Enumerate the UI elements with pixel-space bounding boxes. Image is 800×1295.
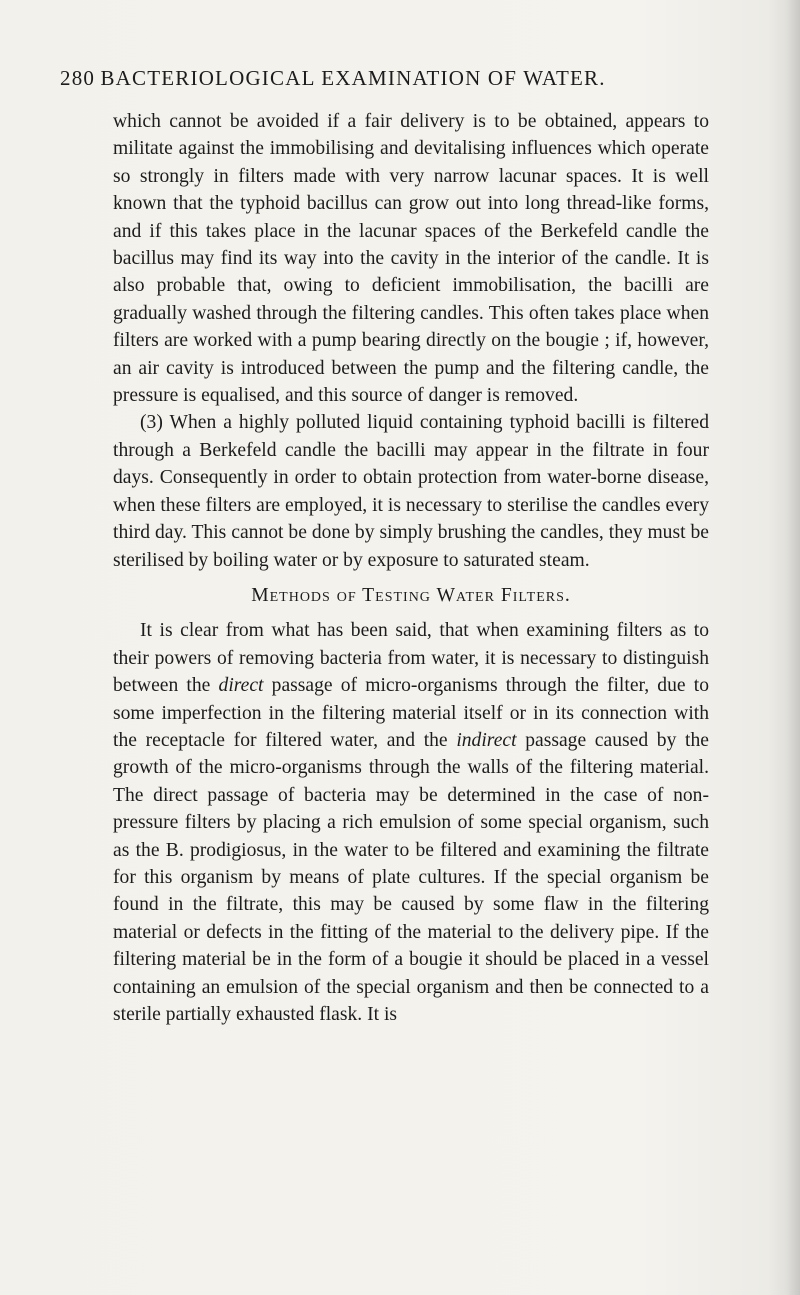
paragraph-point-3: (3) When a highly polluted liquid containing typhoid bacilli is filtered through a Berkefeld candle the bacilli may appear in the filtrate in four days. Consequently in order to obtain protection from water-borne disease, when these filters are employed, it is necessary to sterilise the candles every third day. This cannot be done by simply brushing the candles, they must be sterilised by boiling water or by exposure to saturated steam. [113, 412, 709, 571]
page-number: 280 [60, 66, 96, 90]
text-run: passage caused by the growth of the micro-organisms through the walls of the filtering material. The direct passage of bacteria may be determined in the case of non-pressure filters by placing a rich emulsion of some special organism, such as the B. prodigiosus, in the water to be filtered and examining the filtrate for this organism by means of plate cultures. If the special organism be found in the filtrate, this may be caused by some flaw in the filtering material or defects in the fitting of the material to the delivery pipe. If the filtering material be in the form of a bougie it should be placed in a vessel containing an emulsion of the special organism and then be connected to a sterile partially exhausted flask. It is [113, 729, 709, 1025]
text-run: passage of micro-organisms through the filter, due to some imperfection in the filtering material itself or in its connection with the receptacle for filtered water, and the [113, 675, 709, 751]
paragraph-methods [113, 617, 709, 1028]
page-body [113, 108, 709, 1028]
italic-indirect: indirect [456, 729, 517, 751]
running-header [60, 66, 760, 91]
running-title: BACTERIOLOGICAL EXAMINATION OF WATER. [100, 66, 606, 90]
text-run: It is clear from what has been said, that when examining filters as to their powers of removing bacteria from water, it is necessary to distinguish between the [113, 620, 709, 697]
italic-direct: direct [218, 675, 264, 697]
paragraph-continued: which cannot be avoided if a fair delivery is to be obtained, appears to militate against the immobilising and devitalising influences which operate so strongly in filters made with very narrow lacunar spaces. It is well known that the typhoid bacillus can grow out into long thread-like forms, and if this takes place in the lacunar spaces of the Berkefeld candle the bacillus may find its way into the cavity in the interior of the candle. It is also probable that, owing to deficient immobilisation, the bacilli are gradually washed through the filtering candles. This often takes place when filters are worked with a pump bearing directly on the bougie ; if, however, an air cavity is introduced between the pump and the filtering candle, the pressure is equalised, and this source of danger is removed. [113, 111, 709, 407]
section-heading: Methods of Testing Water Filters. [251, 584, 571, 606]
page-edge-shadow [786, 0, 800, 1295]
